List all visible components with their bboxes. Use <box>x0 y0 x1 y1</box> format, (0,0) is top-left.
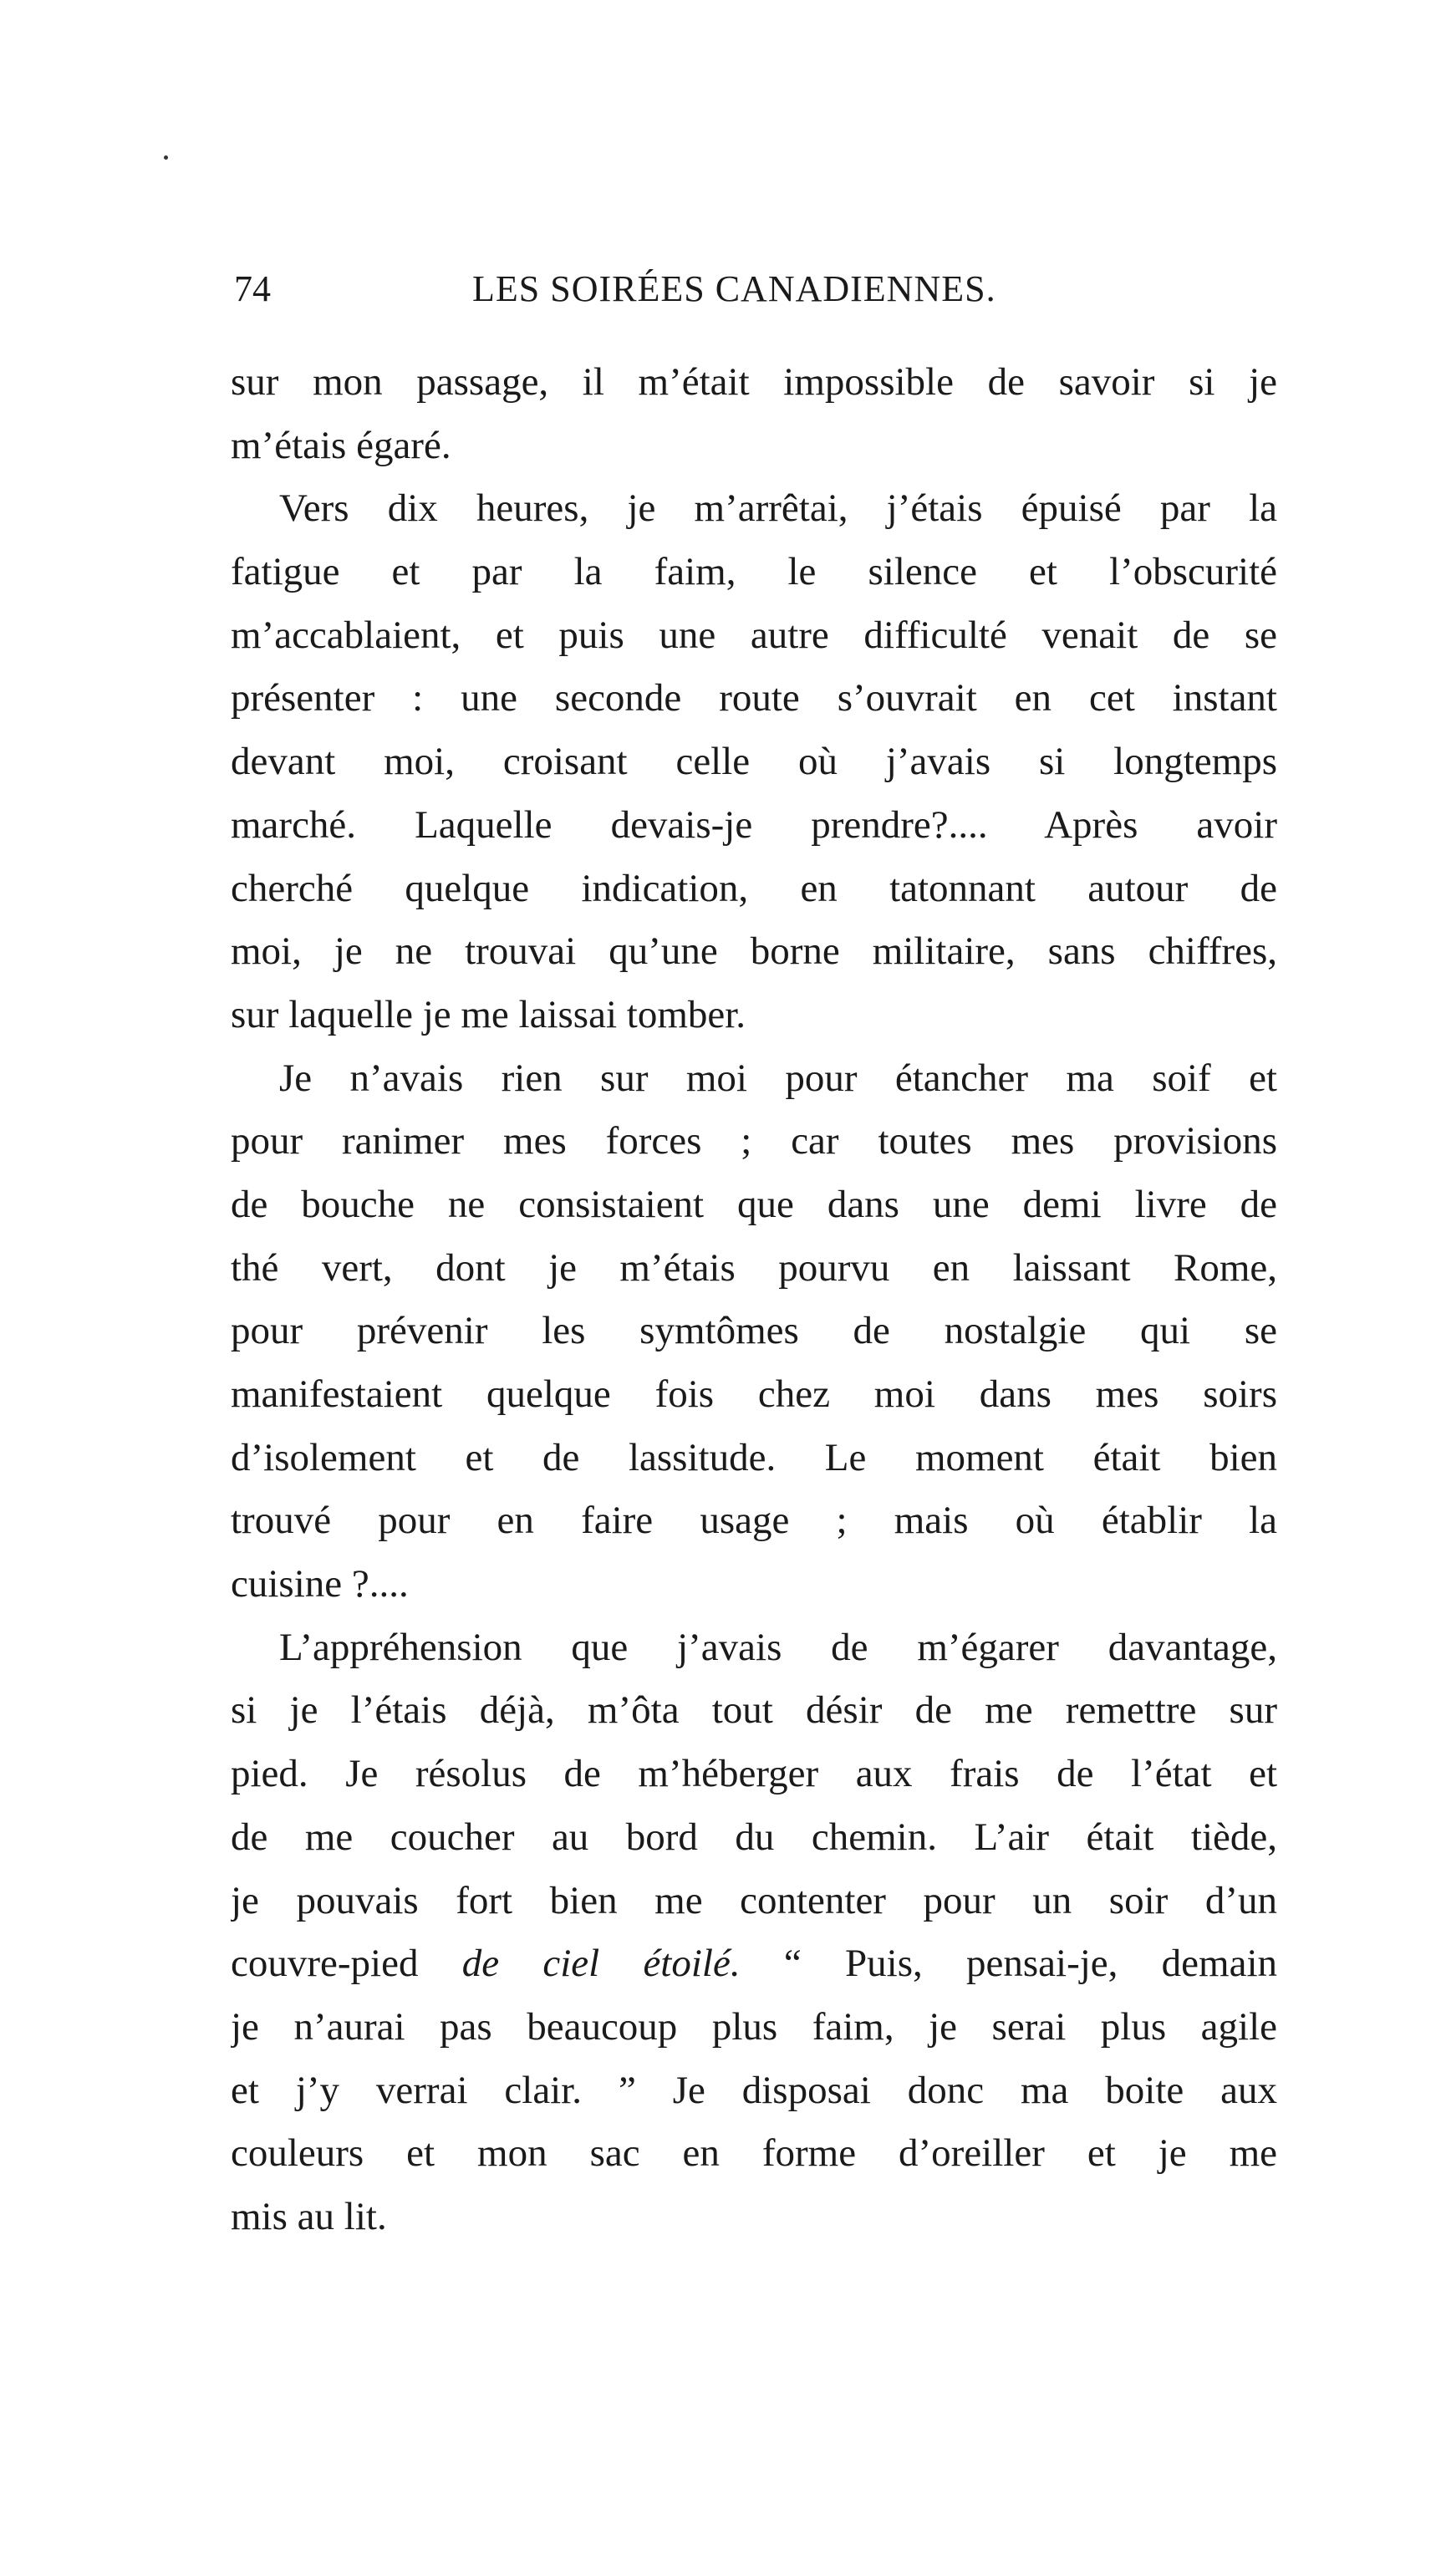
text-line: et j’y verrai clair. ” Je disposai donc ma boite aux <box>231 2068 1277 2112</box>
text-line: je pouvais fort bien me contenter pour un soir d’un <box>231 1878 1277 1922</box>
text-line: Vers dix heures, je m’arrêtai, j’étais épuisé par la <box>279 486 1277 531</box>
text-line: si je l’étais déjà, m’ôta tout désir de me remettre sur <box>231 1688 1277 1733</box>
text-line: m’accablaient, et puis une autre difficulté venait de se <box>231 613 1277 657</box>
text-line: pied. Je résolus de m’héberger aux frais de l’état et <box>231 1752 1277 1796</box>
text-line: trouvé pour en faire usage ; mais où établir la <box>231 1499 1277 1543</box>
text-line: pour ranimer mes forces ; car toutes mes provisions <box>231 1119 1277 1163</box>
text-line: d’isolement et de lassitude. Le moment était bien <box>231 1435 1277 1479</box>
text-line: moi, je ne trouvai qu’une borne militaire, sans chiffres, <box>231 929 1277 974</box>
text-line: mis au lit. <box>231 2194 387 2238</box>
text-line: sur mon passage, il m’était impossible de savoir si je <box>231 360 1277 404</box>
page-header <box>231 264 1277 314</box>
page-number: 74 <box>234 268 271 309</box>
text-line: couleurs et mon sac en forme d’oreiller et je me <box>231 2131 1277 2176</box>
text-line: fatigue et par la faim, le silence et l’obscurité <box>231 550 1277 594</box>
paragraph <box>231 351 1277 477</box>
text-line: devant moi, croisant celle où j’avais si longtemps <box>231 740 1277 784</box>
text-line: cuisine ?.... <box>231 1562 409 1606</box>
line-segment: couvre-pied <box>231 1942 462 1986</box>
running-title: LES SOIRÉES CANADIENNES. <box>472 268 996 309</box>
paragraph <box>231 1616 1277 2249</box>
body-text <box>231 351 1277 2249</box>
text-line: thé vert, dont je m’étais pourvu en laissant Rome, <box>231 1245 1277 1290</box>
text-line: sur laquelle je me laissai tomber. <box>231 992 746 1036</box>
text-line: Je n’avais rien sur moi pour étancher ma soif et <box>279 1056 1277 1100</box>
italic-phrase: de ciel étoilé. <box>461 1942 741 1986</box>
line-segment: “ Puis, pensai-je, demain <box>740 1942 1277 1986</box>
text-line: pour prévenir les symtômes de nostalgie qui se <box>231 1309 1277 1353</box>
text-line: présenter : une seconde route s’ouvrait en cet instant <box>231 676 1277 720</box>
print-speck <box>164 155 168 160</box>
text-line: de me coucher au bord du chemin. L’air était tiède, <box>231 1815 1277 1859</box>
text-line: L’appréhension que j’avais de m’égarer davantage, <box>279 1625 1277 1669</box>
text-line: marché. Laquelle devais-je prendre?.... Après avoir <box>231 802 1277 847</box>
paragraph <box>231 477 1277 1046</box>
text-line-with-italic <box>231 1932 1277 1996</box>
paragraph <box>231 1047 1277 1616</box>
text-line: de bouche ne consistaient que dans une demi livre de <box>231 1182 1277 1226</box>
text-line: je n’aurai pas beaucoup plus faim, je serai plus agile <box>231 2004 1277 2049</box>
text-line: m’étais égaré. <box>231 423 451 467</box>
text-line: manifestaient quelque fois chez moi dans mes soirs <box>231 1372 1277 1416</box>
text-line: cherché quelque indication, en tatonnant autour de <box>231 866 1277 910</box>
